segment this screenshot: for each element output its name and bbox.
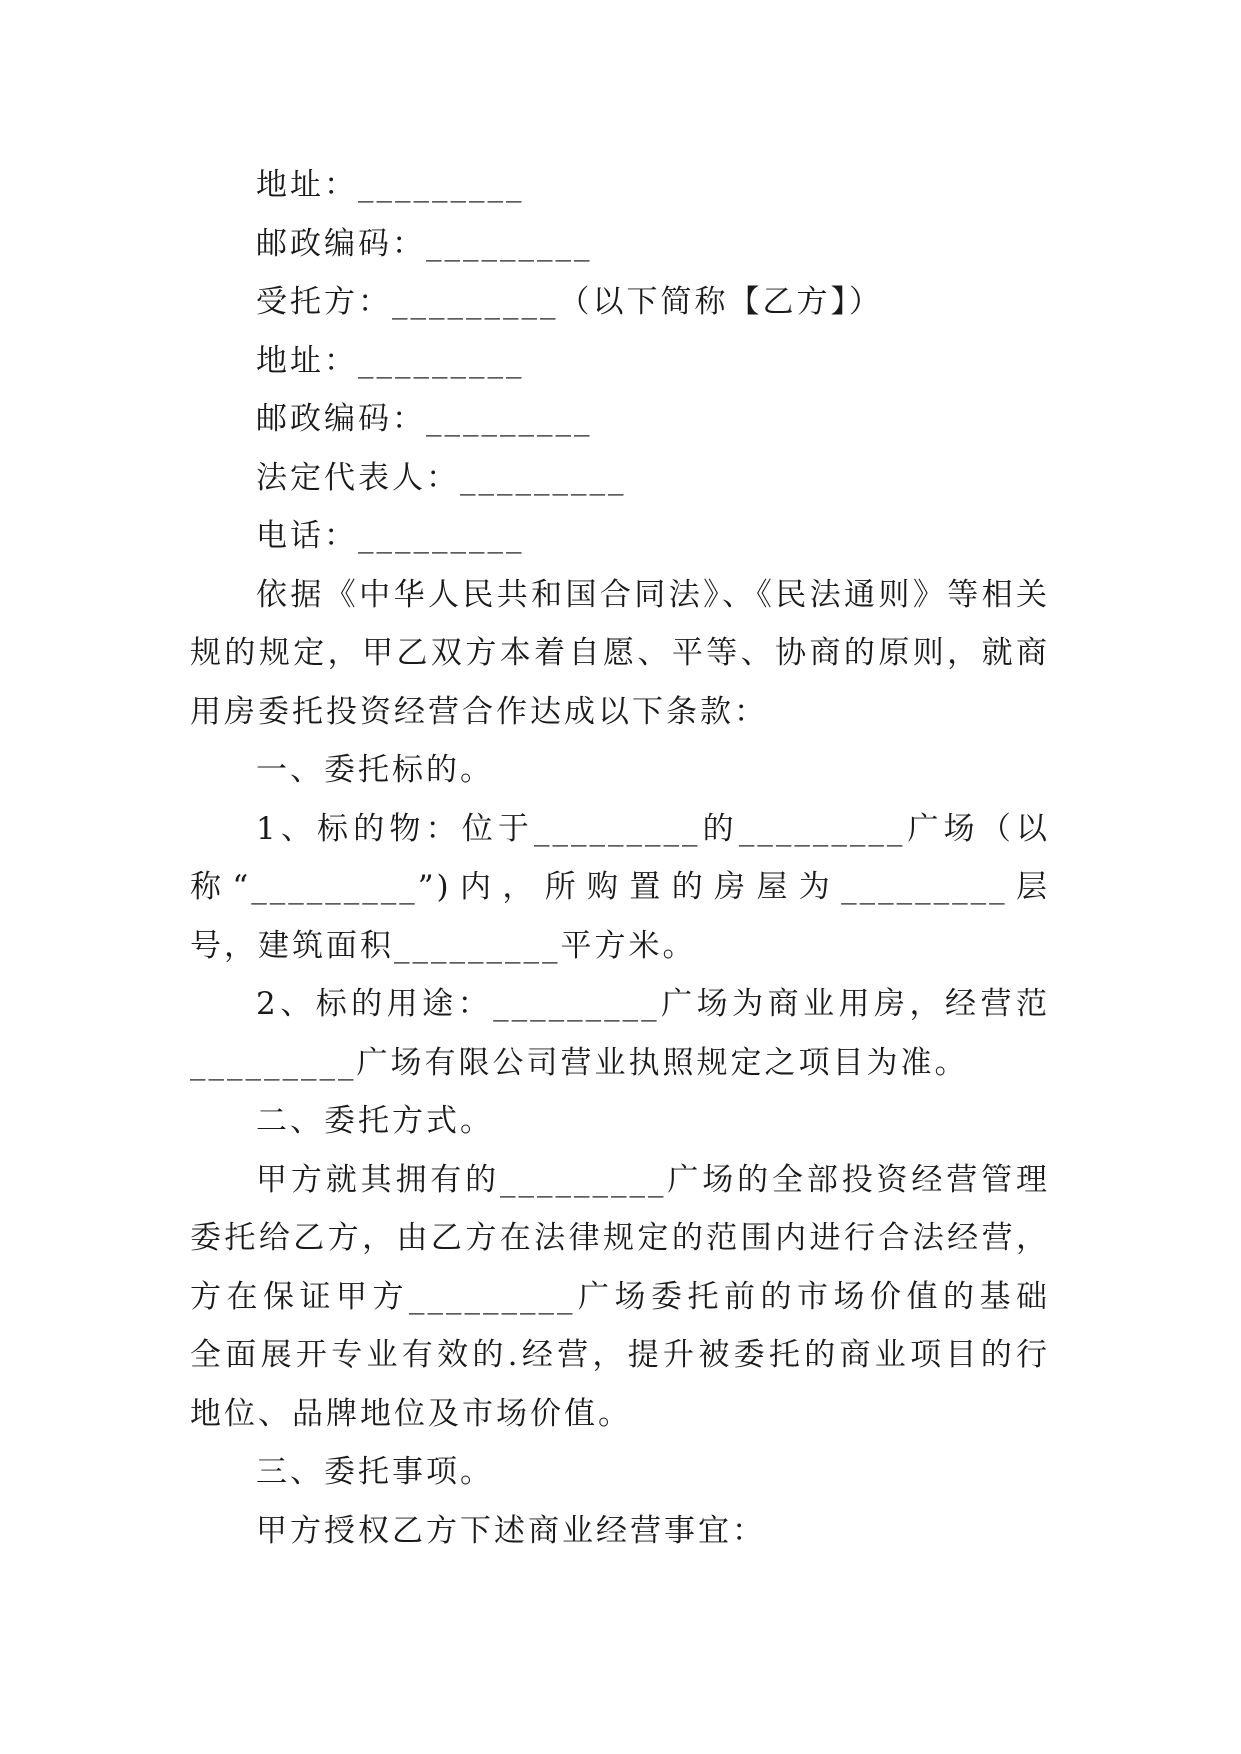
paragraph-line: 2、标的用途：_________广场为商业用房，经营范 bbox=[256, 986, 1050, 1022]
paragraph-line: 规的规定，甲乙双方本着自愿、平等、协商的原则，就商 bbox=[190, 635, 1050, 671]
paragraph-line: 地址：_________ bbox=[256, 342, 525, 379]
paragraph-line: 地位、品牌地位及市场价值。 bbox=[190, 1395, 632, 1432]
paragraph-line: 号，建筑面积_________平方米。 bbox=[190, 927, 697, 964]
paragraph-line: _________广场有限公司营业执照规定之项目为准。 bbox=[190, 1044, 969, 1081]
paragraph-line: 法定代表人：_________ bbox=[256, 459, 627, 496]
document-body bbox=[190, 156, 1050, 1560]
paragraph-line: 邮政编码：_________ bbox=[256, 225, 593, 262]
section-heading: 三、委托事项。 bbox=[256, 1454, 494, 1490]
paragraph-line: 甲方授权乙方下述商业经营事宜： bbox=[256, 1512, 766, 1549]
paragraph-line: 1、标的物：位于_________的_________广场（以 bbox=[256, 810, 1050, 847]
paragraph-line: 用房委托投资经营合作达成以下条款： bbox=[190, 693, 768, 730]
paragraph-line: 依据《中华人民共和国合同法》、《民法通则》等相关 bbox=[256, 576, 1050, 613]
paragraph-line: 受托方：_________（以下简称【乙方】） bbox=[256, 284, 883, 320]
paragraph-line: 甲方就其拥有的_________广场的全部投资经营管理 bbox=[256, 1161, 1050, 1198]
paragraph-line: 委托给乙方，由乙方在法律规定的范围内进行合法经营， bbox=[190, 1220, 1050, 1256]
paragraph-line: 称“_________”)内，所购置的房屋为_________层 bbox=[190, 869, 1050, 905]
section-heading: 二、委托方式。 bbox=[256, 1103, 494, 1139]
paragraph-line: 全面展开专业有效的.经营，提升被委托的商业项目的行 bbox=[190, 1337, 1050, 1373]
paragraph-line: 电话：_________ bbox=[256, 518, 525, 554]
section-heading: 一、委托标的。 bbox=[256, 752, 494, 788]
paragraph-line: 地址：_________ bbox=[256, 167, 525, 203]
paragraph-line: 邮政编码：_________ bbox=[256, 401, 593, 437]
paragraph-line: 方在保证甲方_________广场委托前的市场价值的基础 bbox=[190, 1278, 1050, 1315]
